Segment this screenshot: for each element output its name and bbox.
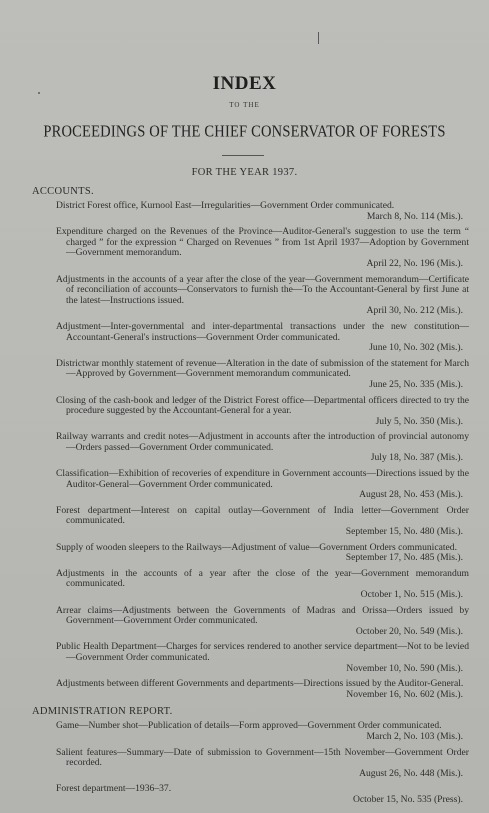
entry-reference: November 16, No. 602 (Mis.). xyxy=(346,688,463,700)
entry-text: Forest department—Interest on capital outlay—Government of India letter—Government Order communicated. xyxy=(56,504,469,527)
index-entry xyxy=(56,543,469,564)
entry-text: District Forest office, Kurnool East—Irregularities—Government Order communicated. xyxy=(56,200,395,211)
entry-reference: July 18, No. 387 (Mis.). xyxy=(370,452,463,464)
paper-speck xyxy=(318,32,319,44)
proceedings-heading: PROCEEDINGS OF THE CHIEF CONSERVATOR OF FORESTS xyxy=(43,122,446,142)
entry-reference: October 15, No. 535 (Press). xyxy=(352,793,463,805)
entry-reference: September 17, No. 485 (Mis.). xyxy=(345,552,463,564)
index-entry xyxy=(56,606,469,638)
entry-text: Expenditure charged on the Revenues of the Province—Auditor-General's suggestion to use the term “ charged ” for the expression “ Charged on Revenues ” from 1st April 1937—Adoption by Government—Government memorandum. xyxy=(56,226,469,259)
index-entry xyxy=(56,432,469,464)
index-entry xyxy=(56,469,469,501)
entry-reference: March 2, No. 103 (Mis.). xyxy=(366,730,463,742)
entry-text: Supply of wooden sleepers to the Railways—Adjustment of value—Government Orders communicated. xyxy=(56,541,457,553)
entry-reference: August 26, No. 448 (Mis.). xyxy=(359,767,463,779)
entry-text: Game—Number shot—Publication of details—Form approved—Government Order communicated. xyxy=(56,720,442,732)
index-entry xyxy=(56,569,469,601)
entry-text: Classification—Exhibition of recoveries of expenditure in Government accounts—Directions issued by the Auditor-General—Government Order communicated. xyxy=(56,468,469,490)
index-title: INDEX xyxy=(212,73,277,94)
title-rule xyxy=(222,155,264,156)
entry-text: Districtwar monthly statement of revenue—Alteration in the date of submission of the statement for March—Approved by Government—Government memorandum communicated. xyxy=(56,357,469,380)
entry-reference: October 1, No. 515 (Mis.). xyxy=(360,589,463,600)
entry-reference: August 28, No. 453 (Mis.). xyxy=(359,489,463,501)
entry-text: Arrear claims—Adjustments between the Governments of Madras and Orissa—Orders issued by Government—Government Order communicated. xyxy=(56,604,469,627)
index-content xyxy=(32,186,469,811)
index-entry xyxy=(56,322,469,354)
index-entry xyxy=(56,721,469,742)
entry-reference: November 10, No. 590 (Mis.). xyxy=(346,662,463,674)
index-entry xyxy=(56,506,469,538)
to-the-label: TO THE xyxy=(229,101,260,109)
index-entry xyxy=(56,679,469,700)
entry-reference: July 5, No. 350 (Mis.). xyxy=(375,415,463,427)
entry-text: Salient features—Summary—Date of submission to Government—15th November—Government Order recorded. xyxy=(56,746,469,769)
entry-text: Adjustments in the accounts of a year after the close of the year—Government memorandum communicated. xyxy=(56,567,469,590)
index-entry xyxy=(56,642,469,674)
index-entry xyxy=(56,784,469,805)
section-accounts xyxy=(32,186,469,700)
entry-reference: September 15, No. 480 (Mis.). xyxy=(345,526,463,538)
entry-reference: June 25, No. 335 (Mis.). xyxy=(369,378,463,390)
entry-reference: April 22, No. 196 (Mis.). xyxy=(366,257,463,269)
index-entry xyxy=(56,227,469,269)
entry-text: Forest department—1936–37. xyxy=(56,783,172,795)
entry-text: Adjustments in the accounts of a year after the close of the year—Government memorandum—Certificate of reconciliation of accounts—Conservators to furnish the—To the Accountant-General by first June at the latest—Instructions issued. xyxy=(56,273,469,306)
index-entry xyxy=(56,201,469,222)
entry-text: Closing of the cash-book and ledger of the District Forest office—Departmental officers directed to try the procedure suggested by the Accountant-General for a year. xyxy=(56,394,469,417)
index-entry xyxy=(56,748,469,780)
entry-text: Adjustments between different Governments and departments—Directions issued by the Auditor-General. xyxy=(56,678,464,690)
year-line: FOR THE YEAR 1937. xyxy=(191,167,298,178)
entry-text: Public Health Department—Charges for services rendered to another service department—Not to be levied—Government Order communicated. xyxy=(56,641,469,663)
entry-text: Adjustment—Inter-governmental and inter-departmental transactions under the new constitution—Accountant-General's instructions—Government Order communicated. xyxy=(56,320,469,343)
section-administration-report xyxy=(32,706,469,805)
entry-reference: March 8, No. 114 (Mis.). xyxy=(366,210,463,222)
index-entry xyxy=(56,275,469,317)
entry-text: Railway warrants and credit notes—Adjustment in accounts after the introduction of provincial autonomy—Orders passed—Government Order communicated. xyxy=(56,431,469,453)
index-entry xyxy=(56,396,469,428)
index-entry xyxy=(56,359,469,391)
section-title: ACCOUNTS. xyxy=(32,186,94,197)
entry-reference: October 20, No. 549 (Mis.). xyxy=(355,625,463,637)
entry-reference: June 10, No. 302 (Mis.). xyxy=(369,342,463,354)
section-title: ADMINISTRATION REPORT. xyxy=(32,706,173,718)
entry-reference: April 30, No. 212 (Mis.). xyxy=(366,305,463,317)
